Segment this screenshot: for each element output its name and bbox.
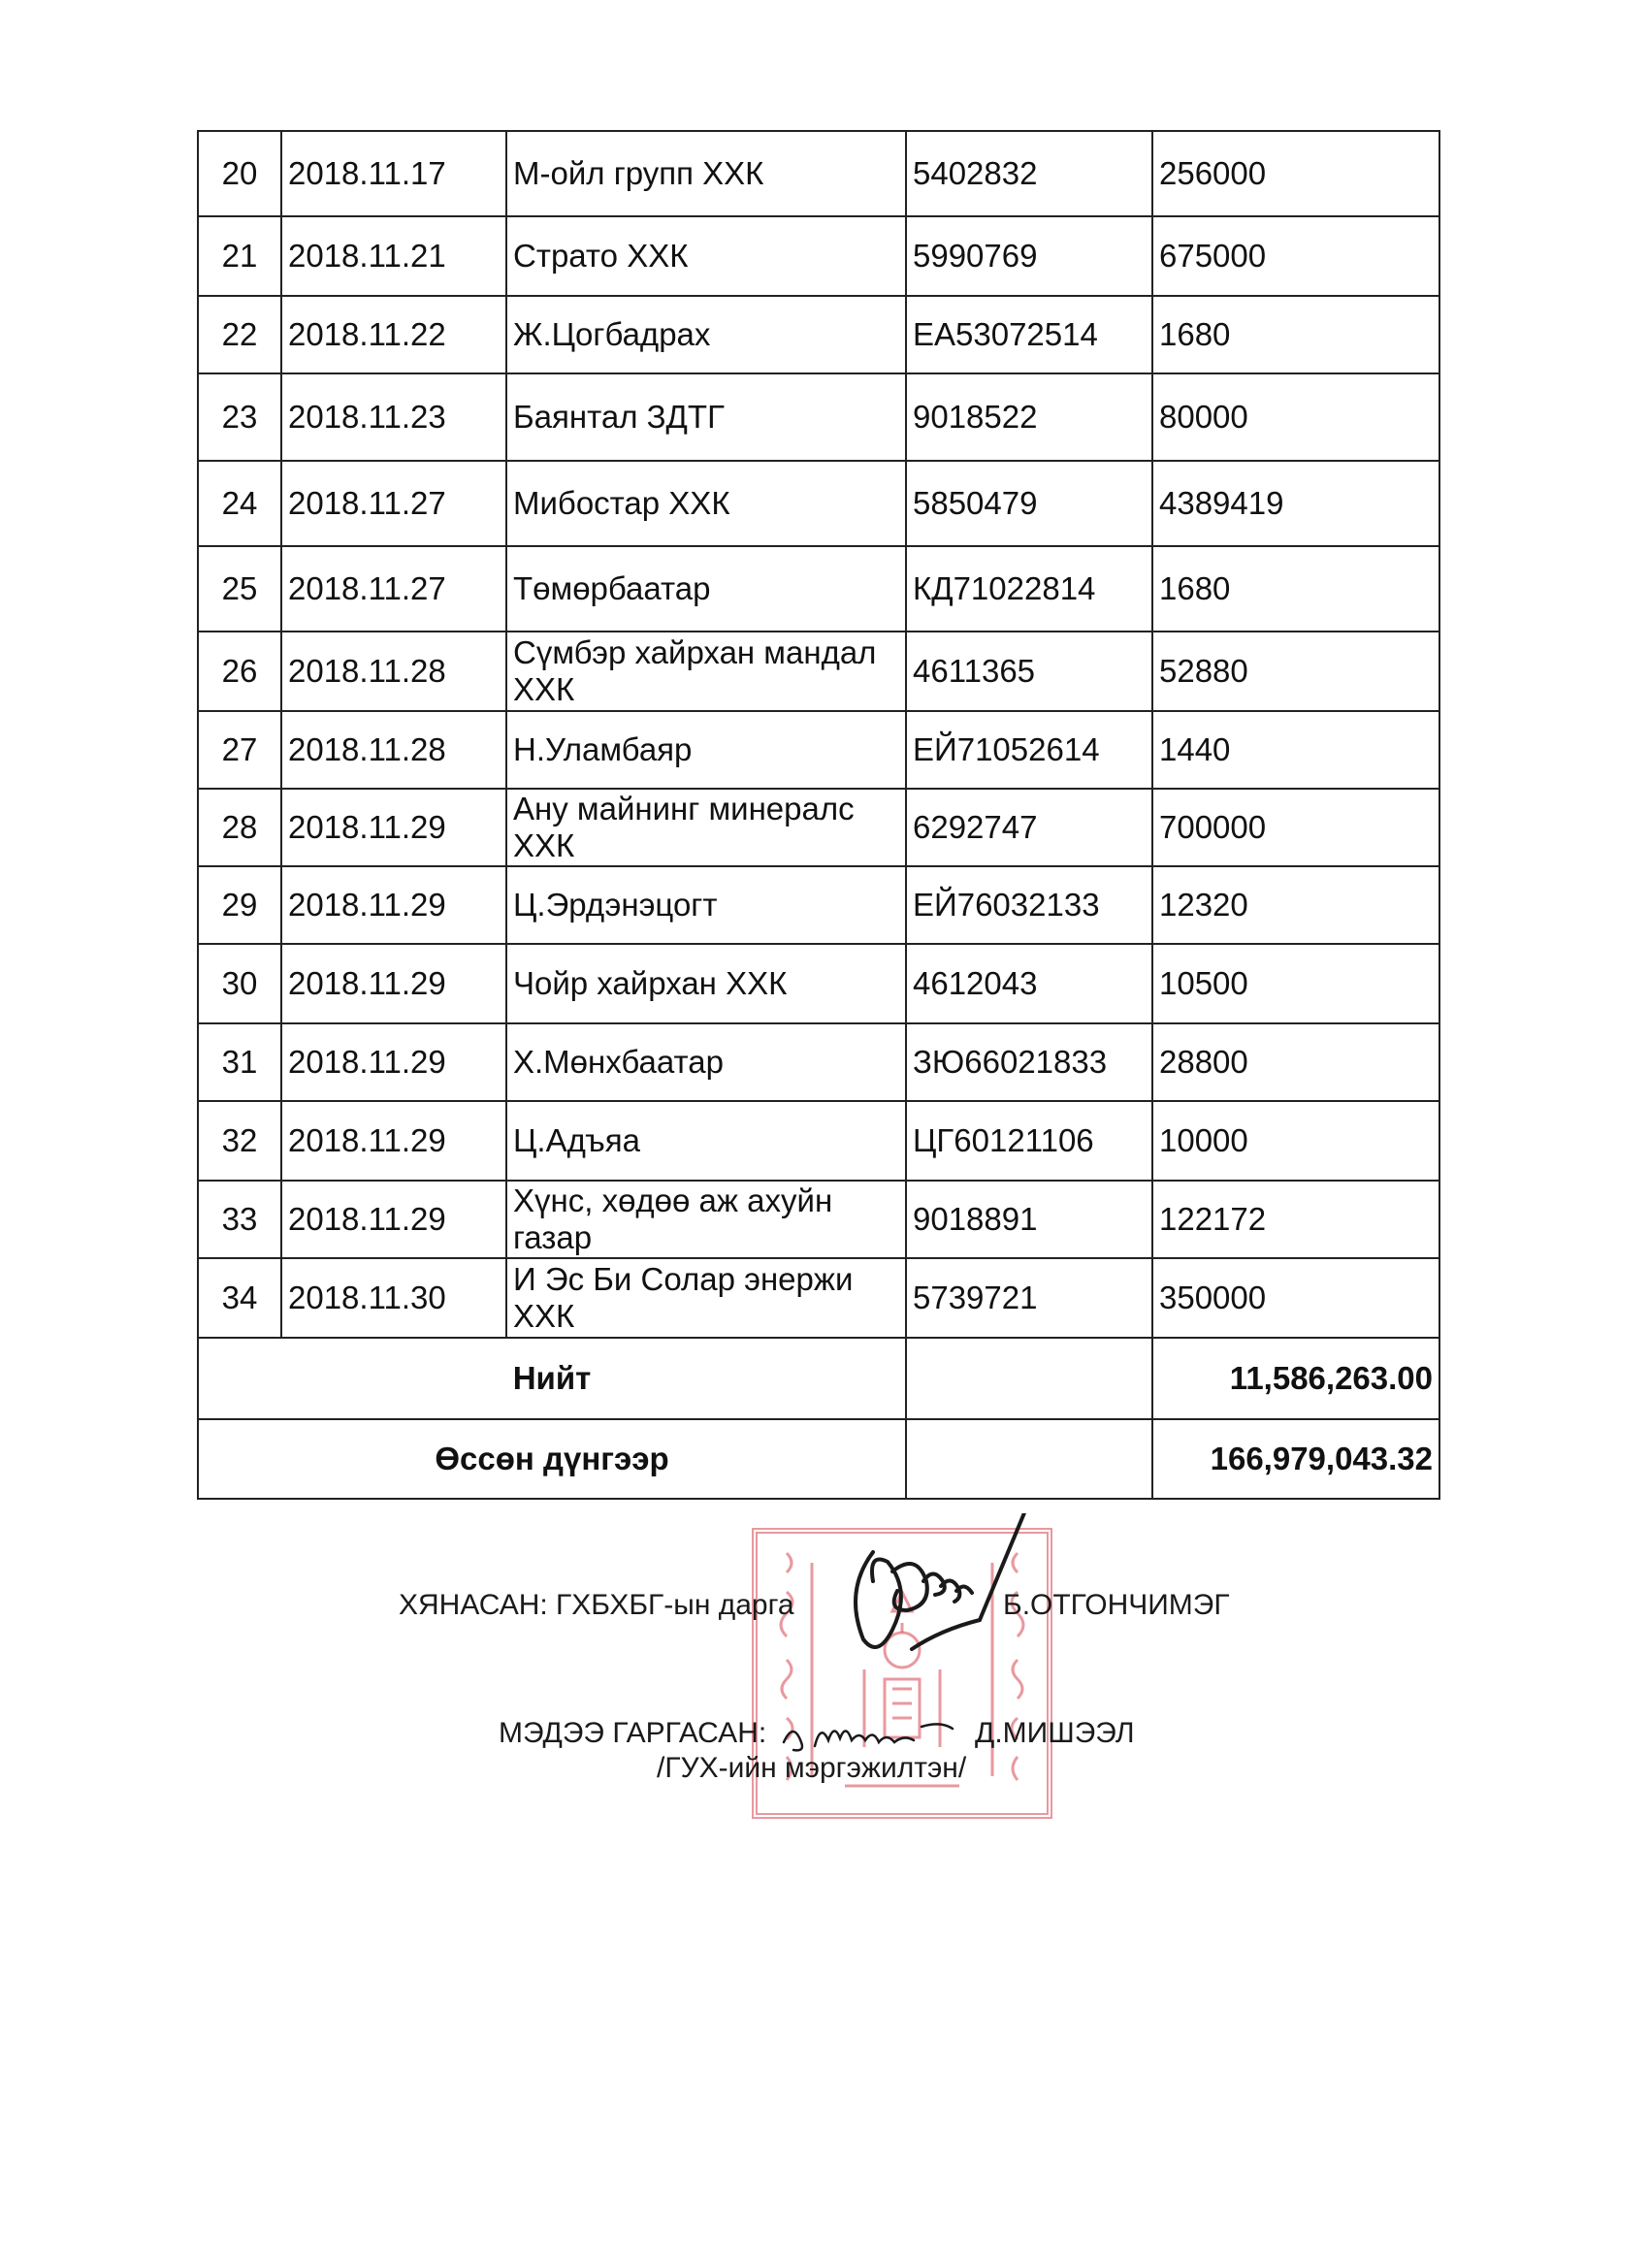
row-number: 26 <box>198 632 281 711</box>
row-number: 34 <box>198 1258 281 1338</box>
table-row <box>198 1181 1439 1258</box>
total-empty-cell <box>906 1338 1152 1419</box>
payment-date: 2018.11.28 <box>281 632 506 711</box>
signature-area <box>0 1474 1649 1863</box>
registration-number: 5402832 <box>906 131 1152 216</box>
payment-amount: 1680 <box>1152 546 1439 632</box>
payer-name: Сүмбэр хайрхан мандал ХХК <box>506 632 906 711</box>
registration-number: 4612043 <box>906 944 1152 1023</box>
cumulative-label: Өссөн дүнгээр <box>198 1419 906 1499</box>
registration-number: КД71022814 <box>906 546 1152 632</box>
table-row <box>198 216 1439 296</box>
preparer-signature <box>776 1707 960 1766</box>
row-number: 31 <box>198 1023 281 1101</box>
row-number: 22 <box>198 296 281 373</box>
payer-name: Ц.Эрдэнэцогт <box>506 866 906 944</box>
row-number: 20 <box>198 131 281 216</box>
payer-name: Мибостар ХХК <box>506 461 906 546</box>
payment-amount: 12320 <box>1152 866 1439 944</box>
table-row <box>198 789 1439 866</box>
row-number: 23 <box>198 373 281 461</box>
registration-number: ЦГ60121106 <box>906 1101 1152 1181</box>
prepared-prefix: МЭДЭЭ ГАРГАСАН: <box>499 1717 767 1749</box>
row-number: 21 <box>198 216 281 296</box>
table-row <box>198 461 1439 546</box>
payment-amount: 80000 <box>1152 373 1439 461</box>
prepared-name: Д.МИШЭЭЛ <box>975 1717 1135 1749</box>
table-row <box>198 546 1439 632</box>
payer-name: Чойр хайрхан ХХК <box>506 944 906 1023</box>
reviewed-prefix: ХЯНАСАН: ГХБХБГ-ын дарга <box>399 1589 794 1621</box>
payment-amount: 122172 <box>1152 1181 1439 1258</box>
payments-table <box>197 130 1440 1500</box>
table-row <box>198 866 1439 944</box>
payer-name: Баянтал ЗДТГ <box>506 373 906 461</box>
payer-name: Ану майнинг минералс ХХК <box>506 789 906 866</box>
prepared-title: /ГУХ-ийн мэргэжилтэн/ <box>657 1752 967 1784</box>
payment-date: 2018.11.28 <box>281 711 506 789</box>
registration-number: 6292747 <box>906 789 1152 866</box>
payment-amount: 350000 <box>1152 1258 1439 1338</box>
table-row <box>198 1023 1439 1101</box>
registration-number: 5739721 <box>906 1258 1152 1338</box>
total-row <box>198 1338 1439 1419</box>
registration-number: 5990769 <box>906 216 1152 296</box>
payment-amount: 10500 <box>1152 944 1439 1023</box>
total-label: Нийт <box>198 1338 906 1419</box>
payment-date: 2018.11.29 <box>281 1181 506 1258</box>
payment-date: 2018.11.29 <box>281 789 506 866</box>
payment-amount: 28800 <box>1152 1023 1439 1101</box>
payment-date: 2018.11.27 <box>281 461 506 546</box>
row-number: 28 <box>198 789 281 866</box>
payment-date: 2018.11.17 <box>281 131 506 216</box>
payment-amount: 1680 <box>1152 296 1439 373</box>
table-row <box>198 296 1439 373</box>
payment-date: 2018.11.29 <box>281 1101 506 1181</box>
payer-name: Төмөрбаатар <box>506 546 906 632</box>
payer-name: Ц.Адъяа <box>506 1101 906 1181</box>
payment-date: 2018.11.21 <box>281 216 506 296</box>
registration-number: 9018891 <box>906 1181 1152 1258</box>
payer-name: Н.Уламбаяр <box>506 711 906 789</box>
payment-amount: 675000 <box>1152 216 1439 296</box>
table-row <box>198 944 1439 1023</box>
payer-name: Страто ХХК <box>506 216 906 296</box>
payment-amount: 10000 <box>1152 1101 1439 1181</box>
payer-name: Ж.Цогбадрах <box>506 296 906 373</box>
table-row <box>198 1101 1439 1181</box>
table-row <box>198 1258 1439 1338</box>
registration-number: 5850479 <box>906 461 1152 546</box>
payer-name: Хүнс, хөдөө аж ахуйн газар <box>506 1181 906 1258</box>
payment-amount: 700000 <box>1152 789 1439 866</box>
payment-amount: 256000 <box>1152 131 1439 216</box>
registration-number: ЕЙ76032133 <box>906 866 1152 944</box>
payment-date: 2018.11.29 <box>281 866 506 944</box>
registration-number: 9018522 <box>906 373 1152 461</box>
row-number: 33 <box>198 1181 281 1258</box>
payment-amount: 52880 <box>1152 632 1439 711</box>
row-number: 25 <box>198 546 281 632</box>
payment-date: 2018.11.27 <box>281 546 506 632</box>
table-row <box>198 373 1439 461</box>
payments-table-body <box>198 131 1439 1338</box>
payment-date: 2018.11.23 <box>281 373 506 461</box>
total-value: 11,586,263.00 <box>1152 1338 1439 1419</box>
payer-name: Х.Мөнхбаатар <box>506 1023 906 1101</box>
reviewer-signature <box>834 1513 1057 1669</box>
payment-amount: 4389419 <box>1152 461 1439 546</box>
table-row <box>198 632 1439 711</box>
registration-number: ЕЙ71052614 <box>906 711 1152 789</box>
row-number: 27 <box>198 711 281 789</box>
payment-date: 2018.11.22 <box>281 296 506 373</box>
payer-name: И Эс Би Солар энержи ХХК <box>506 1258 906 1338</box>
table-row <box>198 711 1439 789</box>
payment-date: 2018.11.29 <box>281 944 506 1023</box>
payer-name: М-ойл групп ХХК <box>506 131 906 216</box>
registration-number: ЕА53072514 <box>906 296 1152 373</box>
row-number: 24 <box>198 461 281 546</box>
row-number: 32 <box>198 1101 281 1181</box>
row-number: 29 <box>198 866 281 944</box>
payment-date: 2018.11.29 <box>281 1023 506 1101</box>
payment-amount: 1440 <box>1152 711 1439 789</box>
payment-date: 2018.11.30 <box>281 1258 506 1338</box>
table-row <box>198 131 1439 216</box>
registration-number: ЗЮ66021833 <box>906 1023 1152 1101</box>
row-number: 30 <box>198 944 281 1023</box>
registration-number: 4611365 <box>906 632 1152 711</box>
cumulative-value: 166,979,043.32 <box>1152 1419 1439 1499</box>
reviewed-name: Б.ОТГОНЧИМЭГ <box>1003 1589 1230 1621</box>
